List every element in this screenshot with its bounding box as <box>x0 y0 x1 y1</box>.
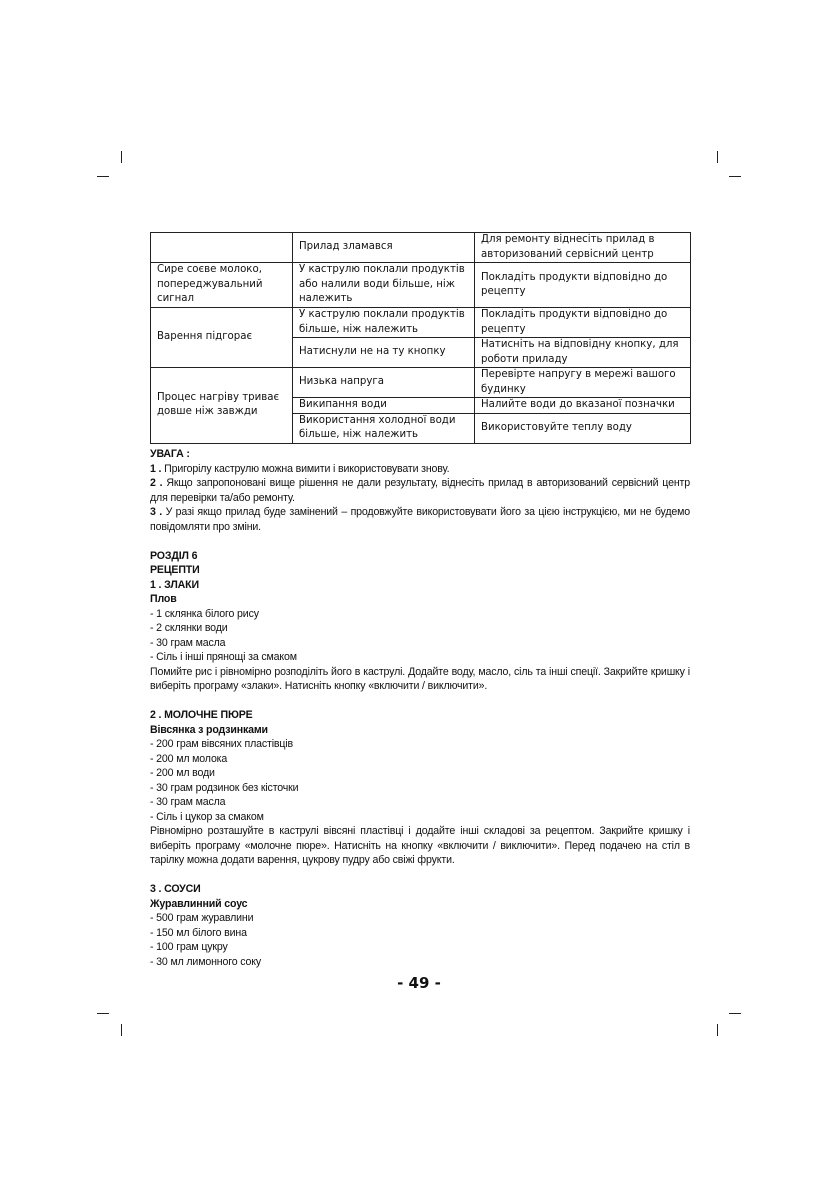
crop-mark <box>97 176 109 177</box>
ingredient-item: - 150 мл білого вина <box>150 926 247 939</box>
problem-cell: Процес нагріву триває довше ніж завжди <box>151 368 293 444</box>
cause-cell: Низька напруга <box>293 368 475 398</box>
section-title: РЕЦЕПТИ <box>150 564 200 576</box>
troubleshooting-table <box>150 232 691 444</box>
ingredient-item: - 30 грам масла <box>150 636 226 649</box>
recipe-heading: 3 . СОУСИ <box>150 883 201 895</box>
problem-cell: Варення підгорає <box>151 308 293 368</box>
recipe-name: Плов <box>150 593 177 605</box>
ingredient-item: - 30 грам масла <box>150 796 226 808</box>
recipe-instructions: Помийте рис і рівномірно розподіліть його в каструлі. Додайте воду, масло, сіль та інші спеції. Закрийте кришку і виберіть програму «злаки». Натисніть кнопку «включити / виключити». <box>150 665 690 692</box>
table-row <box>151 233 691 263</box>
notice-item: 3 . У разі якщо прилад буде замінений – продовжуйте використовувати його за цією інструкцією, ми не будемо повідомляти про зміни. <box>150 506 690 533</box>
solution-cell: Використовуйте теплу воду <box>475 413 691 443</box>
notice-title: УВАГА : <box>150 448 190 460</box>
problem-cell: Сире соєве молоко, попереджувальний сигнал <box>151 263 293 308</box>
cause-cell: Натиснули не на ту кнопку <box>293 338 475 368</box>
ingredient-item: - 30 мл лимонного соку <box>150 955 261 968</box>
ingredient-item: - 2 склянки води <box>150 622 228 634</box>
crop-mark <box>121 151 122 163</box>
ingredient-item: - 1 склянка білого рису <box>150 607 259 620</box>
page-number: - 49 - <box>397 974 441 992</box>
ingredient-item: - 200 мл молока <box>150 752 228 765</box>
solution-cell: Для ремонту віднесіть прилад в авторизований сервісний центр <box>475 233 691 263</box>
crop-mark <box>729 1013 741 1014</box>
solution-cell: Покладіть продукти відповідно до рецепту <box>475 308 691 338</box>
ingredient-item: - Сіль і інші прянощі за смаком <box>150 651 297 663</box>
ingredient-item: - 500 грам журавлини <box>150 912 254 924</box>
recipe-name: Журавлинний соус <box>150 897 248 910</box>
ingredient-item: - 100 грам цукру <box>150 941 228 953</box>
recipe-name: Вівсянка з родзинками <box>150 723 268 736</box>
document-body <box>150 447 690 969</box>
crop-mark <box>729 176 741 177</box>
recipe-heading: 2 . МОЛОЧНЕ ПЮРЕ <box>150 709 253 721</box>
cause-cell: У каструлю поклали продуктів більше, ніж належить <box>293 308 475 338</box>
table-row <box>151 308 691 338</box>
cause-cell: У каструлю поклали продуктів або налили води більше, ніж належить <box>293 263 475 308</box>
crop-mark <box>121 1024 122 1036</box>
solution-cell: Натисніть на відповідну кнопку, для роботи приладу <box>475 338 691 368</box>
crop-mark <box>97 1013 109 1014</box>
cause-cell: Прилад зламався <box>293 233 475 263</box>
ingredient-item: - 200 грам вівсяних пластівців <box>150 738 293 750</box>
crop-mark <box>717 151 718 163</box>
crop-mark <box>717 1024 718 1036</box>
ingredient-item: - 200 мл води <box>150 767 215 779</box>
table-row <box>151 368 691 398</box>
solution-cell: Налийте води до вказаної позначки <box>475 398 691 414</box>
notice-item: 1 . Пригорілу каструлю можна вимити і використовувати знову. <box>150 462 450 475</box>
solution-cell: Перевірте напругу в мережі вашого будинку <box>475 368 691 398</box>
notice-item: 2 . Якщо запропоновані вище рішення не дали результату, віднесіть прилад в авторизований сервісний центр для перевірки та/або ремонту. <box>150 477 690 504</box>
solution-cell: Покладіть продукти відповідно до рецепту <box>475 263 691 308</box>
ingredient-item: - Сіль і цукор за смаком <box>150 810 264 823</box>
ingredient-item: - 30 грам родзинок без кісточки <box>150 781 299 794</box>
problem-cell <box>151 233 293 263</box>
recipe-instructions: Рівномірно розташуйте в каструлі вівсяні пластівці і додайте інші складові за рецептом. Закрийте кришку і виберіть програму «молочне пюре». Натисніть на кнопку «включити / виключити». Перед подачею на стіл в тарілку можна додати варення, цукрову пудру або свіжі фрукти. <box>150 825 690 866</box>
recipe-heading: 1 . ЗЛАКИ <box>150 578 199 591</box>
section-label: РОЗДІЛ 6 <box>150 549 198 562</box>
table-row <box>151 263 691 308</box>
cause-cell: Википання води <box>293 398 475 414</box>
cause-cell: Використання холодної води більше, ніж належить <box>293 413 475 443</box>
